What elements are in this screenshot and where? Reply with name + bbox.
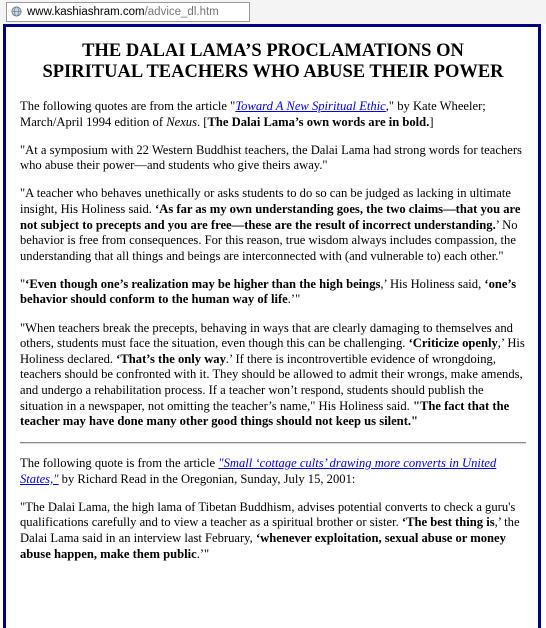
publication-name: Nexus xyxy=(166,114,197,129)
dalai-lama-quote: ‘one’s behavior should conform to the human way of life xyxy=(20,276,517,307)
globe-icon xyxy=(11,6,22,17)
source-text: The following quote is from the article xyxy=(20,456,219,471)
page-content-frame xyxy=(3,24,541,628)
source-text-2: by Richard Read in the Oregonian, Sunday, July 15, 2001: xyxy=(58,471,356,486)
dalai-lama-quote: ‘The best thing is xyxy=(401,515,495,530)
quote-text: ’ No behavior is free from consequences. For this reason, true wisdom always includes compassion, the understanding that all things and beings are interconnected with (and vulnerable to) each other." xyxy=(20,217,518,263)
quote-text: ,’ His Holiness declared. xyxy=(20,336,525,366)
quote-text: "A teacher who behaves unethically or asks students to do so can be judged as lacking in ultimate insight, His Holiness said. xyxy=(20,186,511,216)
title-line-1: THE DALAI LAMA’S PROCLAMATIONS ON xyxy=(82,41,464,61)
quote-paragraph-1: "At a symposium with 22 Western Buddhist teachers, the Dalai Lama had strong words for teachers who abuse their power—and students who give theirs away." xyxy=(20,142,522,173)
quote-text: "The Dalai Lama, the high lama of Tibetan Buddhism, advises potential converts to check a guru's qualifications carefully and to view a teacher as a spiritual brother or sister. xyxy=(20,499,516,530)
browser-toolbar xyxy=(0,0,546,24)
quote-paragraph-4 xyxy=(20,321,526,430)
dalai-lama-quote: ‘Even though one’s realization may be higher than the high beings xyxy=(25,276,381,291)
bold-note: The Dalai Lama’s own words are in bold. xyxy=(207,114,430,129)
quote-paragraph-2 xyxy=(20,186,526,264)
quote-paragraph-3 xyxy=(20,277,526,308)
dalai-lama-quote: "The fact that the teacher may have done many other good things should not keep us silent." xyxy=(20,398,510,429)
url-domain: www.kashiashram.com xyxy=(27,6,145,18)
article-content xyxy=(6,41,538,562)
second-source-paragraph xyxy=(20,456,526,487)
section-divider xyxy=(20,442,526,444)
article-link-cottage-cults[interactable]: "Small ‘cottage cults’ drawing more converts in United States," xyxy=(20,456,497,486)
quote-text: .’" xyxy=(287,292,301,307)
address-bar[interactable] xyxy=(6,2,250,22)
url-text xyxy=(27,3,219,21)
quote-text: ,’ His Holiness said, xyxy=(380,276,485,291)
url-path: /advice_dl.htm xyxy=(144,6,219,18)
intro-text: The following quotes are from the article " xyxy=(20,99,236,113)
intro-paragraph xyxy=(20,99,526,130)
dalai-lama-quote: ‘That’s the only way xyxy=(116,351,226,366)
intro-text-2: ," by Kate Wheeler; March/April 1994 edition of xyxy=(20,99,486,129)
dalai-lama-quote: ‘As far as my own understanding goes, the two claims—that you are not subject to precepts and you are free—these are the result of incorrect understanding. xyxy=(20,201,521,232)
quote-text: .’ If there is incontrovertible evidence of wrongdoing, teachers should be confronted with it. They should be allowed to admit their wrongs, make amends, and undergo a rehabilitation process. If a teacher won’t respond, students should publish the situation in a newspaper, not omitting the teacher’s name," His Holiness said. xyxy=(20,351,523,413)
quote-text: "When teachers break the precepts, behaving in ways that are clearly damaging to themselves and others, students must face the situation, even though this can be challenging. xyxy=(20,320,513,351)
intro-text-4: ] xyxy=(429,114,434,129)
quote-text: .’" xyxy=(196,546,210,561)
dalai-lama-quote: ‘Criticize openly xyxy=(408,336,498,351)
dalai-lama-quote: ‘whenever exploitation, sexual abuse or money abuse happen, make them public xyxy=(20,531,506,561)
title-line-2: SPIRITUAL TEACHERS WHO ABUSE THEIR POWER xyxy=(42,62,504,82)
quote-text: ,’ the Dalai Lama said in an interview last February, xyxy=(20,515,520,546)
page-title xyxy=(20,41,526,83)
intro-text-3: . [ xyxy=(196,114,208,129)
quote-paragraph-5 xyxy=(20,500,526,562)
quote-text: " xyxy=(20,276,26,291)
article-link-spiritual-ethic[interactable]: Toward A New Spiritual Ethic xyxy=(235,99,386,113)
